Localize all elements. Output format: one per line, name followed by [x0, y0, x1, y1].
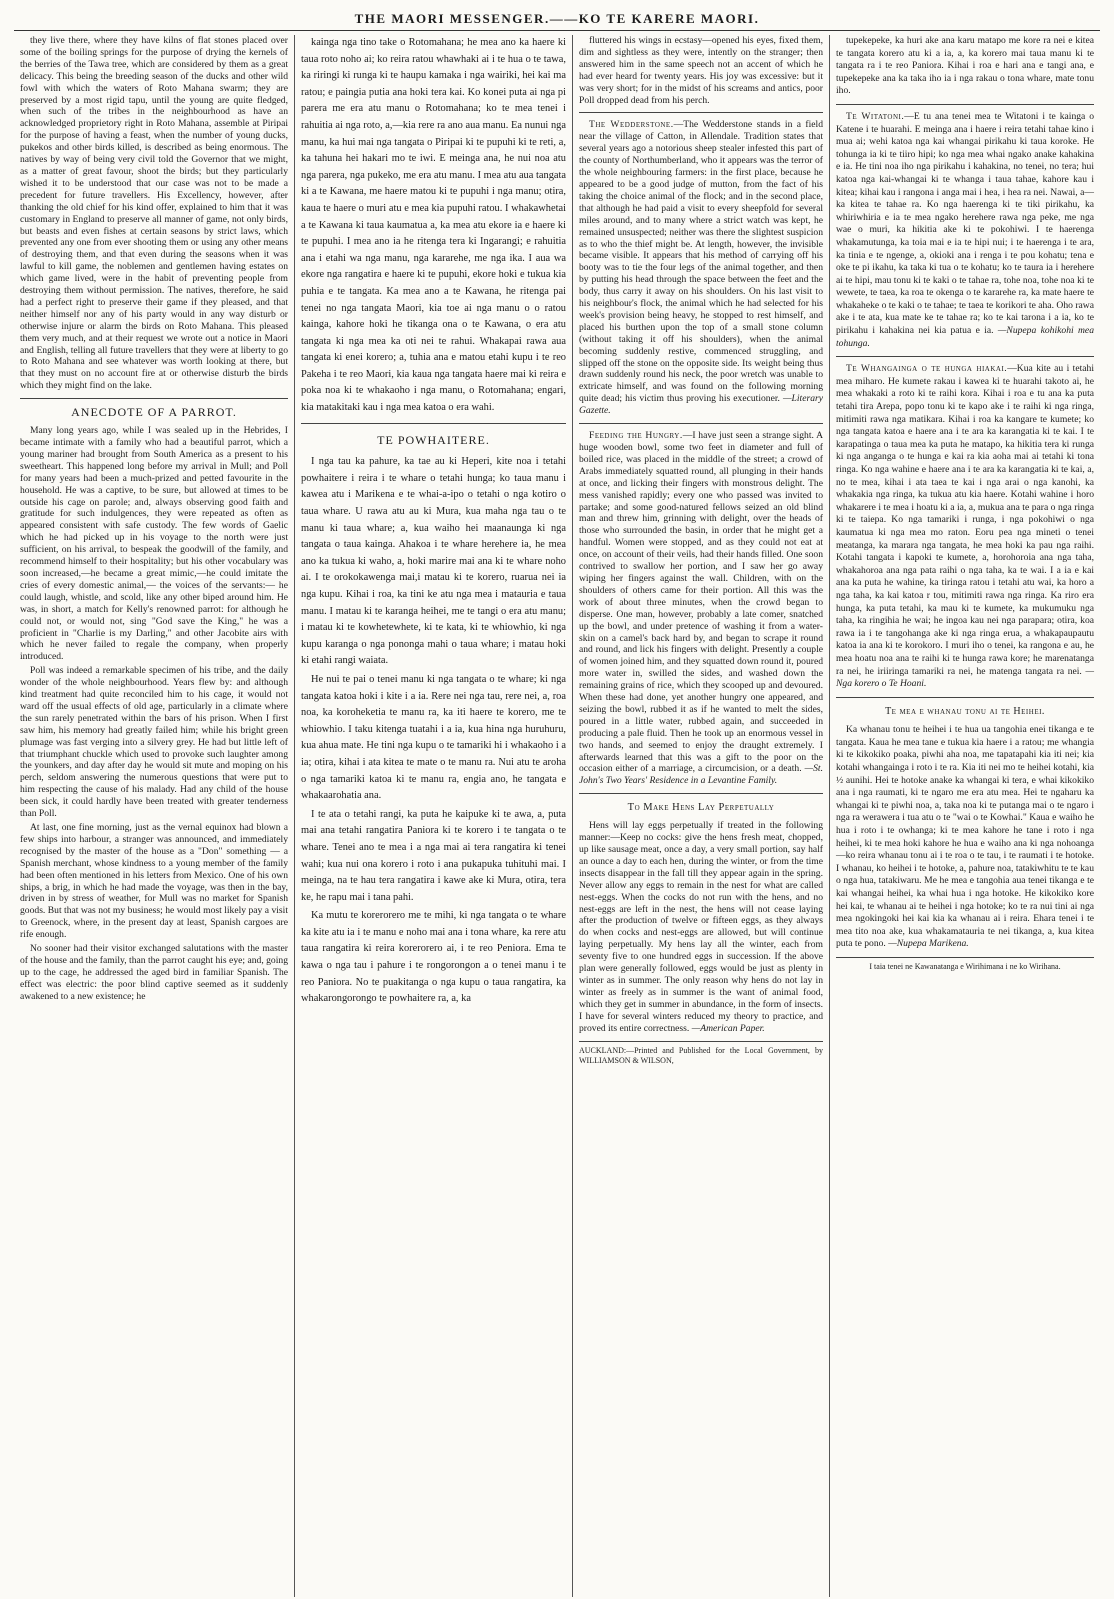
column-container [14, 35, 1100, 1597]
whangainga-body: —Kua kite au i tetahi mea miharo. He kumete rakau i kawea ki te huarahi takoto ai, he mea whakaki a roto ki te raihi kora. Kihai i roa e tu ana ka puta tetahi tira Arepa, popo tonu ki te kapo ake i te raihi ki nga ringa, mitimiti rawa nga matikara. Kihai i roa ka kangare te kumete; ko nga tangata katoa e haere ana i te ara ka karangatia ki te kai. I te karapatinga o taua mea ka puta he matapo, ka hikitia tera ki runga ki nga anganga o te hunga e kai ra kia aoha mai ai tetahi ki tona ringa. Ko nga wahine e haere ana i te ara ka karangatia ki te kai, a, no te mea, kihai i ata taea te kai i nga arai o nga kanohi, ka whakakia nga ringa, ka tukua atu kia haere. Kotahi wahine i horo whakarere i te mea i hoatu ki a ia, a, mukua ana te para o nga ringa ki te taiepa. Ko nga tamariki i runga, i nga pokohiwi o nga kaumatua ki nga mea mo raton. Eoru pea nga mineti o tenei meatanga, ka marara nga tangata, he mea hoki ka pau nga raihi. Kotahi tangata i kapoki te kumete, a, horohoroia ana nga taha, whakahoroa ana nga pata raihi o nga taha, ka te wai. I a ia e kai ana ka puta he wahine, ka tiringa ratou i tetahi atu wai, ka horo a nga taha, ka kai katoa r tou, mitimiti rawa nga ringa. Ka riro era hunga, ka puta tetahi, ka mau ki te kumete, ka mukumuku nga taha, ka ringihia he wai; he ingoa kau nei nga parapara; otira, koa rawa ia i te tangohanga ake ki nga ringa erua, a whakapaupautu katoa ia ana ki te korokoro. I muri iho o tenei, ka rangona e au, he mea hoatu noa ana te raihi ki te hunga rawa kore; he marenatanga ra nei, he iriiringa tamariki ra nei, he matenga tangata ra nei. [836, 363, 1094, 677]
powhaitere-paragraph-4: Ka mutu te korerorero me te mihi, ki nga tangata o te whare ka kite atu ia i te manu e noho mai ana i tona whare, ka rere atu taua rangatira ki reira korerorero ai, i te reo Peniora. Ema te kawa o nga tau i pahure i te rongorongon a o tenei manu i te reo Paniora. No te puakitanga o nga kupu o taua rangatira, ka whakarongorongo te powhaitere ra, a, ka [301, 910, 566, 1005]
parrot-paragraph-2: Poll was indeed a remarkable specimen of his tribe, and the daily wonder of the whole neighbourhood. Years flew by: and although kind treatment had quite reconciled him to his cage, it would not ward off the usual effects of old age, particularly in a climate where the sun rarely penetrated within the bars of his prison. When I first saw him, his memory had greatly failed him; while his bright green plumage was fast verging into a silvery grey. He had but little left of that triumphant chuckle which used to provoke such laughter among the younkers, and day after day he would sit mute and moping on his perch, seldom answering the numerous questions that were put to him respecting the cause of his malady. Had any child of the house been sick, it could hardly have been treated with greater tenderness than Poll. [20, 665, 288, 820]
witatoni-body: —E tu ana tenei mea te Witatoni i te kainga o Katene i te huarahi. E meinga ana i haere i reira tetahi tahae kino i mua ai; wehi katoa nga kai whangai pirikahu ki taua koroke. He tohunga ia ki te tiiro hipi; ko nga mea whai ngako anake kahakina e ia. He tini noa iho nga pirikahu i kahakina, no tenei, no tera; hui katoa nga kai-whangai ki te whanga i taua tahae, kahore kau i kitea; kihai kau i rangona i anga mai i hea, i hea ra nei. Nawai, a—ka kitea te tahae ra. Ko nga haerenga ki te tiki pirikahu, ka whiriwhiria e ia te mea ngako herehere rawa nga peke, me nga wae o muri, ka hikitia ake ki te pokohiwi. I te haerenga whakamutunga, ka toia mai e ia te hipi nui; i te haerenga i te ara, ka tinia e te ngenge, a, okioki ana i renga i te pou kohatu; tena e oke te pi ikahu, ka taka ki tua o te kohatu; ko te taura ia i herehere ai te hipi, mau tonu ki te kaki o te tahae ra, tohe noa, tohe noa ki te wewete, te taea, ka roa te okenga o te kararehe ra, ka mate haere te whakaheke o te kaki o te tahae; te taea te korikori te aha. Oho rawa ake i te ata, kua mate ke te tahae ra; ko te kai tarona i a ia, ko te pirikahu i kahakina nei kia patua e ia. [836, 110, 1094, 337]
column-3 [573, 35, 830, 1597]
witatoni-title: Te Witatoni. [846, 110, 905, 122]
powhaitere-paragraph-3: I te ata o tetahi rangi, ka puta he kaipuke ki te awa, a, puta mai ana tetahi rangatira Paniora ki te korero i te tangata o te whare. Tenei ano te mea i a nga mai ai tera rangatira ki tenei wahi; kua nui ona korero i roto i ana pukapuka tuhituhi mai. I meinga, na te hau tera rangatira i kawe ake ki Mura, otira, tera ke, he rapu mai i tana pahi. [301, 808, 566, 903]
hens-source: —American Paper. [691, 1022, 765, 1034]
column-1 [14, 35, 295, 1597]
witatoni-source: —Nupepa kohikohi mea tohunga. [836, 325, 1094, 349]
powhaitere-paragraph-2: He nui te pai o tenei manu ki nga tangata o te whare; ki nga tangata katoa hoki i kite i a ia. Rere nei nga tau, rere nei, a, roa noa, ka koroheketia te manu ra, ka iti haere te korero, me te whiowhio. I taku kitenga tuatahi i a ia, kua hina nga huruhuru, kua ahua mate. He tini nga kupu o te tamariki hi i whakaoho i a ia; otira, kihai i ata kitea te mate o te manu ra. Nui atu te aroha o nga tamariki katoa ki te manu ra, engia ano, he tangata e whakaarohatia ana. [301, 673, 566, 802]
divider [301, 423, 566, 424]
divider [836, 356, 1094, 357]
heihei-article [836, 724, 1094, 951]
heihei-body: Ka whanau tonu te heihei i te hua ua tangohia enei tikanga e te tangata. Kaua he mea tane e tukua kia haere i a ratou; me whangia ki te kikokiko poaka, piwhi aha noa, me tapatapahi kia iti nei; kia kotahi whangainga i roto i te ra. Kia iti nei mo te heihei kotahi, kia ½ aunihi. Hei te hotoke anake ka whangai ki tera, e whai kikokiko ana i nga raumati, ki te ngaro me era atu mea. Hei te ngaharu ka whangai ki te piwhi noa, a, taka noa ki te putanga mai o te ngaro i nga ra werawera i tua atu o te "wai o te Kowhai." Kaua e waiho he hua i roto i te owhanga; ki te mea kahore he tane i roto i nga heihei, ki te mea hoki kahore he hua e waiho ana ki nga nohoanga—ko reira whanau tonu ai i te roa o te tau, i te raumati i te hotoke. I whanau, ko heihei i te hotoke, a, pahure noa, tatakiwhitu te te kau o nga hua, tatakiwaru. Me he mea e tangohia aua tenei tikanga e te kai whangai heihei, ka whai hua i nga hotoke. He kikokiko kore hei kai, te whanau ai te heihei i nga hotoke; ko te ra nui tini ai nga mea ngokingoki hei kai kia ka whanau ai i reira. Ehara tenei i te mea tito noa ake, kua whakamatauria te nei tikanga, a, kua kitea puta te pono. [836, 724, 1094, 950]
heihei-heading: Te mea e whanau tonu ai te Heihei. [885, 705, 1045, 717]
imprint-maori: I taia tenei ne Kawanatanga e Wirihimana i ne ko Wirihana. [836, 957, 1094, 972]
page-masthead: THE MAORI MESSENGER.——KO TE KARERE MAORI. [14, 8, 1100, 31]
parrot-paragraph-3: At last, one fine morning, just as the vernal equinox had blown a few ships into harbour, a stranger was announced, and immediately recognised by the master of the house as a "Don" something — a Spanish merchant, whose kindness to a young member of the family had been often mentioned in his letters from Mexico. One of his own ships, a brig, in which he had made the voyage, was then in the bay, driven in by stress of weather, for Mull was no market for Spanish goods. But that was not my business; he would most likely pay a visit to Greenock, where, in the present day at least, Spanish cargoes are rife enough. [20, 822, 288, 941]
parrot-heading: ANECDOTE OF A PARROT. [71, 405, 237, 420]
divider [579, 793, 823, 794]
divider [579, 423, 823, 424]
divider [836, 697, 1094, 698]
wedderstone-source: —Literary Gazette. [579, 393, 823, 417]
hens-heading: To Make Hens Lay Perpetually [627, 802, 775, 814]
whangainga-source: —Nga korero o Te Hoani. [836, 665, 1094, 690]
whangainga-article [836, 363, 1094, 690]
parrot-conclusion-paragraph: fluttered his wings in ecstasy—opened his eyes, fixed them, dim and sightless as they were, intently on the stranger; then answered him in the same speech not an accent of which he had ever heard for twenty years. His joy was excessive: but it was very short; for in the midst of his screams and antics, poor Poll dropped dead from his perch. [579, 35, 823, 106]
roto-mahana-paragraph: they live there, where they have kilns of flat stones placed over some of the boiling springs for the purpose of drying the kernels of the berries of the Tawa tree, which are considered by them as a great delicacy. This being the breeding season of the ducks and other wild fowl with which the waters of Roto Mahana swarm; they are preserved by a most rigid tapu, until the young are quite fledged, when such of the tribes in the neighbourhood as have an acknowledged proprietory right in Roto Mahana, assemble at Piripai for the purpose of having a feast, when the number of young ducks, pukekos and other birds killed, is described as being enormous. The natives by way of being very civil told the Governor that we might, as a matter of great favour, shoot the birds; but they particularly wished it to be understood that our case was not to be made a precedent for future travellers. His Excellency, however, after thanking the old chief for his kind offer, explained to him that it was customary in England to preserve all manner of game, not only birds, but beasts and even fishes at certain seasons by strict laws, which prevented any one from ever shooting them or using any other means of destroying them, and that even during the seasons when it was lawful to kill game, the noblemen and gentlemen having estates on which game lived, were in the habit of preventing people from destroying them without permission. The natives, therefore, he said had a perfect right to preserve their game if they pleased, and that neither himself nor any of his party would in any way disturb or otherwise injure or alarm the birds on Roto Mahana. This pleased them very much, and at their request we wrote out a notice in Maori and English, telling all future travellers that they were at liberty to go to Roto Mahana and see whatever was worth looking at there, but that they must on no account fire at or otherwise disturb the birds which they might find on the lake. [20, 35, 288, 392]
hens-body: Hens will lay eggs perpetually if treated in the following manner:—Keep no cocks: give the hens fresh meat, chopped, up like sausage meat, once a day, a very small portion, say half an ounce a day to each hen, during the winter, or from the time insects disappear in the fall till they appear again in the spring. Never allow any eggs to remain in the nest for what are called nest-eggs. When the cocks do not run with the hens, and no nest-eggs are left in the nest, the hens will not cease laying after the production of twelve or fifteen eggs, as they always do when cocks and nest-eggs are allowed, but will continue laying perpetually. My hens lay all the winter, each from seventy five to one hundred eggs in succession. If the above plan were generally followed, eggs would be just as plenty in winter as in summer. The only reason why hens do not lay in winter as freely as in summer is the want of animal food, which they get in summer in abundance, in the form of insects. I have for several winters reduced my theory to practice, and proved its entire correctness. [579, 820, 823, 1034]
divider [20, 398, 288, 399]
wedderstone-article [579, 119, 823, 417]
wedderstone-title: The Wedderstone. [589, 119, 674, 131]
feeding-hungry-article [579, 430, 823, 787]
parrot-paragraph-1: Many long years ago, while I was sealed up in the Hebrides, I became intimate with a family who had a beautiful parrot, which a young mariner had brought from South America as a present to his sweetheart. This happened long before my arrival in Mull; and Poll for many years had been a much-prized and petted favourite in the household. He was a captive, to be sure, but allowed at times to be outside his cage on parole; and, always observing good faith and gratitude for such indulgences, they were repeated as often as appeared consistent with safe custody. The few words of Gaelic which he had picked up in his voyage to the north were just sufficient, on his arrival, to bespeak the goodwill of the family, and recommend himself to their hospitality; but his other vocabulary was soon increased,—he became a great mimic,—he could imitate the cries of every domestic animal,— the voices of the servants:— he could laugh, whistle, and scold, like any other biped around him. He was, in short, a match for Kelly's renowned parrot: for although he could not, or would not, sing "God save the King," he was a proficient in "Charlie is my Darling," and other Jacobite airs with which he never failed to regale the company, when properly introduced. [20, 425, 288, 663]
whangainga-title: Te Whangainga o te hunga hiakai. [846, 363, 1008, 375]
divider [579, 112, 823, 113]
feeding-hungry-title: Feeding the Hungry. [589, 430, 683, 442]
column-2 [295, 35, 573, 1597]
rotomahana-maori-paragraph: kainga nga tino take o Rotomahana; he mea ano ka haere ki taua roto noho ai; ko reira ratou whawhaki ai i te hua o te tawa, ka riringi ki runga ki te haupu kamaka i nga wairiki, hei kai ma ratou; e paingia putia ana hoki tera kai. Ko konei puta ai nga pi parera me era atu manu o Rotomahana; ko te mea tenei i rahuitia ai nga roto, a,—kia rere ra ano aua manu. Ea nunui nga manu, ka hui mai nga tangata o Piripai ki te pupuhi ki te reti, a, ka tahuna hei hakari mo te iwi. E meinga ana, he nui noa atu nga parera, nga pukeko, me era atu manu. I mea atu aua tangata ki a te Kawana, me haere matou ki te pupuhi i nga manu; otira, kaua te haere o muri atu e mea kia pupuhi ratou. I whakawhetai a te Kawana ki taua kaumatua a, ka mea atu ekore ia e haere ki te pupuhi. I mea ano ia he ritenga tera ki Ingarangi; e rahuitia ana i etahi wa nga manu, nga kararehe, me nga ika. I aua wa ekore nga rangatira e haere ki te pupuhi, ekore hoki e tukua kia puhia e te tangata. Ka mea ano a te Kawana, he ritenga pai tenei no nga tangata Maori, kia toe ai nga manu o o ratou kainga, kahore hoki he tikanga ona o te Kawana, o era atu tangata ki nga mea ka oti nei te rahui. Whakapai rawa aua tangata ki enei korero; a, tuhia ana e matou etahi kupu i te reo Pakeha i te reo Maori, kia kaua nga tangata haere mai ki reira e poka noa ki te whakaoho i nga manu, o Rotomahana; engari, kia matakitaki kau i nga mea katoa o era wahi. [301, 37, 566, 414]
imprint-english: AUCKLAND:—Printed and Published for the Local Government, by WILLIAMSON & WILSON, [579, 1041, 823, 1066]
hens-article [579, 820, 823, 1034]
column-4 [830, 35, 1100, 1597]
parrot-paragraph-4: No sooner had their visitor exchanged salutations with the master of the house and the family, than the parrot caught his eye; and, going up to the cage, he addressed the aged bird in familiar Spanish. The effect was electric: the poor blind captive seemed as it suddenly awakened to a new existence; he [20, 943, 288, 1002]
feeding-hungry-body: —I have just seen a strange sight. A huge wooden bowl, some two feet in diameter and full of boiled rice, was placed in the middle of the street; a crowd of Arabs immediately squatted round, all plunging in their hands at once, and licking their fingers with monstrous delight. The mess vanished rapidly; every one who passed was invited to partake; and some good-natured fellows seized an old blind man and threw him, grinning with delight, over the heads of those who surrounded the basin, in order that he might get a handful. Women were stopped, and as they could not eat at once, on account of their veils, had their hands filled. One soon contrived to swallow her portion, and I saw her go away wiping her fingers against the wall. Children, with on the shoulders of others came for their portion. All this was the work of about three minutes, when the crowd began to disperse. One man, however, probably a late comer, snatched up the bowl, and under pretence of washing it from a water-skin on a camel's back hard by, and began to scrape it round and round, and lick his fingers with delight. Presently a couple of women joined him, and they squatted down round it, poured more water in, swilled the sides, and washed down the remaining grains of rice, which they scooped up and devoured. When these had done, yet another hungry one appeared, and seizing the bowl, rubbed it as if he wanted to melt the sides, poured in a little water, rubbed again, and succeeded in producing a pale fluid. Then he took up an enormous vessel in two hands, and seemed to enjoy the draught extremely. I afterwards learned that this was a gift to the poor on the occasion either of a marriage, a circumcision, or a death. [579, 430, 824, 775]
divider [836, 104, 1094, 105]
witatoni-article [836, 111, 1094, 350]
feeding-hungry-source: —St. John's Two Years' Residence in a Levantine Family. [579, 763, 823, 787]
powhaitere-paragraph-1: I nga tau ka pahure, ka tae au ki Heperi, kite noa i tetahi powhaitere i reira i te whare o tetahi hunga; ko taua manu i kawea atu i Marikena e te whai-a-ipo o tetahi o nga kotiro o taua whare. U rawa atu au ki Mura, kua maha nga tau o te manu ki taua whare; a, kua waiho hei maanaunga ki nga tangata o taua kainga. Ahakoa i te whare herehere ia, he mea ano ka tukua ki waho, a, hoki marire mai ana ki te whare noho ai. I te orokokawenga mai,i matau ki te korero, ruarua nei ia nga kupu. Kihai i roa, ka tini ke atu nga mea i matauria e taua manu. I matau ki te karanga heihei, me te tangi o era atu manu; i matau ki te kowhetewhete, ki te kata, ki te whiowhio, ki nga kupu karanga o nga pononga mahi o taua whare; i matau hoki ki etahi rangi waiata. [301, 456, 566, 667]
parrot-maori-conclusion: tupekepeke, ka huri ake ana karu matapo me kore ra nei e kitea te tangata korero atu ki a ia, a, ka korero mai taua manu ki te tangata ra i te reo Paniora. Kihai i roa e hari ana e tangi ana, e tupekepeke ana ka taka iho ia i nga rakau o tona whare, mate tonu iho. [836, 35, 1094, 97]
powhaitere-heading: TE POWHAITERE. [377, 432, 490, 447]
heihei-source: —Nupepa Marikena. [888, 938, 969, 950]
wedderstone-body: —The Wedderstone stands in a field near the village of Catton, in Allendale. Tradition states that several years ago a notorious sheep stealer infested this part of the county of Northumberland, who it appears was the terror of the whole neighbouring farmers: in the first place, because he appeared to be a good judge of mutton, from the fact of his taking the choice animal of the flock; and in the second place, that although he had paid a visit to every sheepfold for several miles around, and to many where a strict watch was kept, he remained unsuspected; neither was there the slightest suspicion as to who the thief might be. At length, however, the invisible became visible. It appears that his method of carrying off his booty was to tie the four legs of the animal together, and then by putting his head through the space between the feet and the body, thus carry it away on his shoulders. On his last visit to his neighbour's flock, the animal which he had selected for his week's provision being heavy, he stopped to rest himself, and placed his burthen upon the top of a small stone column (without taking it off his shoulders), when the animal becoming suddenly restive, commenced struggling, and slipped off the stone on the opposite side. Its weight being thus drawn suddenly round his neck, the poor wretch was unable to extricate himself, and was found on the following morning quite dead; his victim thus proving his executioner. [579, 119, 823, 405]
